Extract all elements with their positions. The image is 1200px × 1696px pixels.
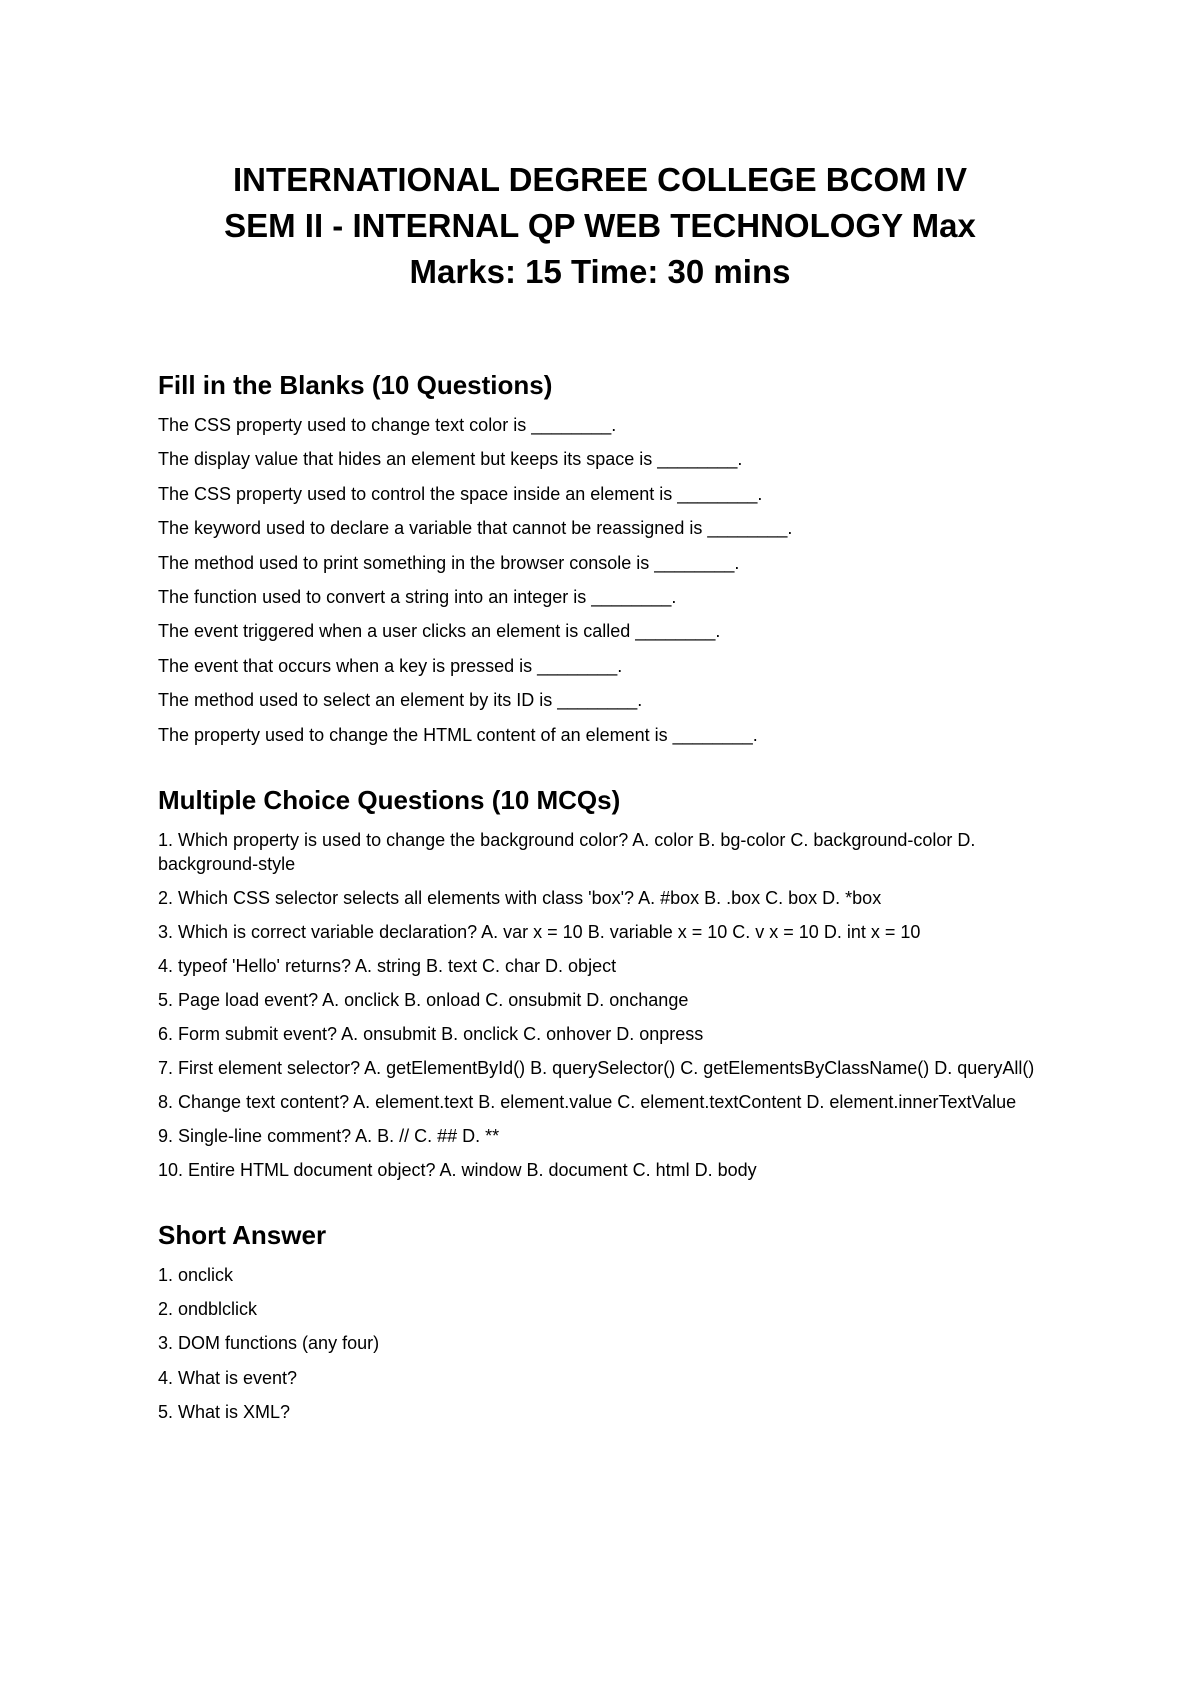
question-item: The display value that hides an element but keeps its space is ________. bbox=[158, 449, 743, 470]
question-item: The keyword used to declare a variable that cannot be reassigned is ________. bbox=[158, 518, 793, 539]
question-list bbox=[158, 413, 1042, 747]
mcq-item: 10. Entire HTML document object? A. window B. document C. html D. body bbox=[158, 1159, 757, 1180]
multiple-choice-section bbox=[158, 784, 1042, 1182]
short-answer-section bbox=[158, 1219, 1042, 1425]
short-answer-item: 4. What is event? bbox=[158, 1367, 298, 1388]
question-list bbox=[158, 828, 1042, 1182]
mcq-item: 9. Single-line comment? A. B. // C. ## D. ** bbox=[158, 1125, 500, 1146]
mcq-item: 6. Form submit event? A. onsubmit B. onclick C. onhover D. onpress bbox=[158, 1023, 704, 1044]
title-line: SEM II - INTERNAL QP WEB TECHNOLOGY Max bbox=[224, 207, 976, 244]
question-list bbox=[158, 1263, 1042, 1425]
short-answer-item: 2. ondblclick bbox=[158, 1298, 258, 1319]
title-line: Marks: 15 Time: 30 mins bbox=[409, 253, 791, 290]
mcq-item: 5. Page load event? A. onclick B. onload C. onsubmit D. onchange bbox=[158, 989, 689, 1010]
question-item: The property used to change the HTML content of an element is ________. bbox=[158, 724, 758, 745]
mcq-item: 3. Which is correct variable declaration? A. var x = 10 B. variable x = 10 C. v x = 10 D. int x = 10 bbox=[158, 921, 921, 942]
question-item: The method used to select an element by its ID is ________. bbox=[158, 690, 643, 711]
question-item: The CSS property used to control the space inside an element is ________. bbox=[158, 483, 763, 504]
mcq-item: 4. typeof 'Hello' returns? A. string B. text C. char D. object bbox=[158, 955, 617, 976]
question-item: The event triggered when a user clicks an element is called ________. bbox=[158, 621, 721, 642]
mcq-item: 1. Which property is used to change the background color? A. color B. bg-color C. background-color D. background-style bbox=[158, 829, 976, 874]
mcq-item: 8. Change text content? A. element.text B. element.value C. element.textContent D. element.innerTextValue bbox=[158, 1091, 1017, 1112]
question-item: The event that occurs when a key is pressed is ________. bbox=[158, 655, 623, 676]
short-answer-item: 5. What is XML? bbox=[158, 1402, 291, 1423]
question-item: The method used to print something in the browser console is ________. bbox=[158, 552, 740, 573]
fill-in-the-blanks-section bbox=[158, 369, 1042, 747]
short-answer-item: 3. DOM functions (any four) bbox=[158, 1333, 380, 1354]
title-line: INTERNATIONAL DEGREE COLLEGE BCOM IV bbox=[233, 161, 967, 198]
section-heading: Multiple Choice Questions (10 MCQs) bbox=[158, 784, 621, 815]
mcq-item: 7. First element selector? A. getElementById() B. querySelector() C. getElementsByClassName() D. queryAll() bbox=[158, 1057, 1035, 1078]
section-heading: Fill in the Blanks (10 Questions) bbox=[158, 370, 553, 400]
section-heading: Short Answer bbox=[158, 1219, 327, 1250]
question-item: The CSS property used to change text color is ________. bbox=[158, 415, 617, 435]
mcq-item: 2. Which CSS selector selects all elements with class 'box'? A. #box B. .box C. box D. *box bbox=[158, 887, 882, 908]
paper-title bbox=[158, 157, 1042, 295]
question-item: The function used to convert a string into an integer is ________. bbox=[158, 586, 677, 607]
short-answer-item: 1. onclick bbox=[158, 1264, 234, 1285]
